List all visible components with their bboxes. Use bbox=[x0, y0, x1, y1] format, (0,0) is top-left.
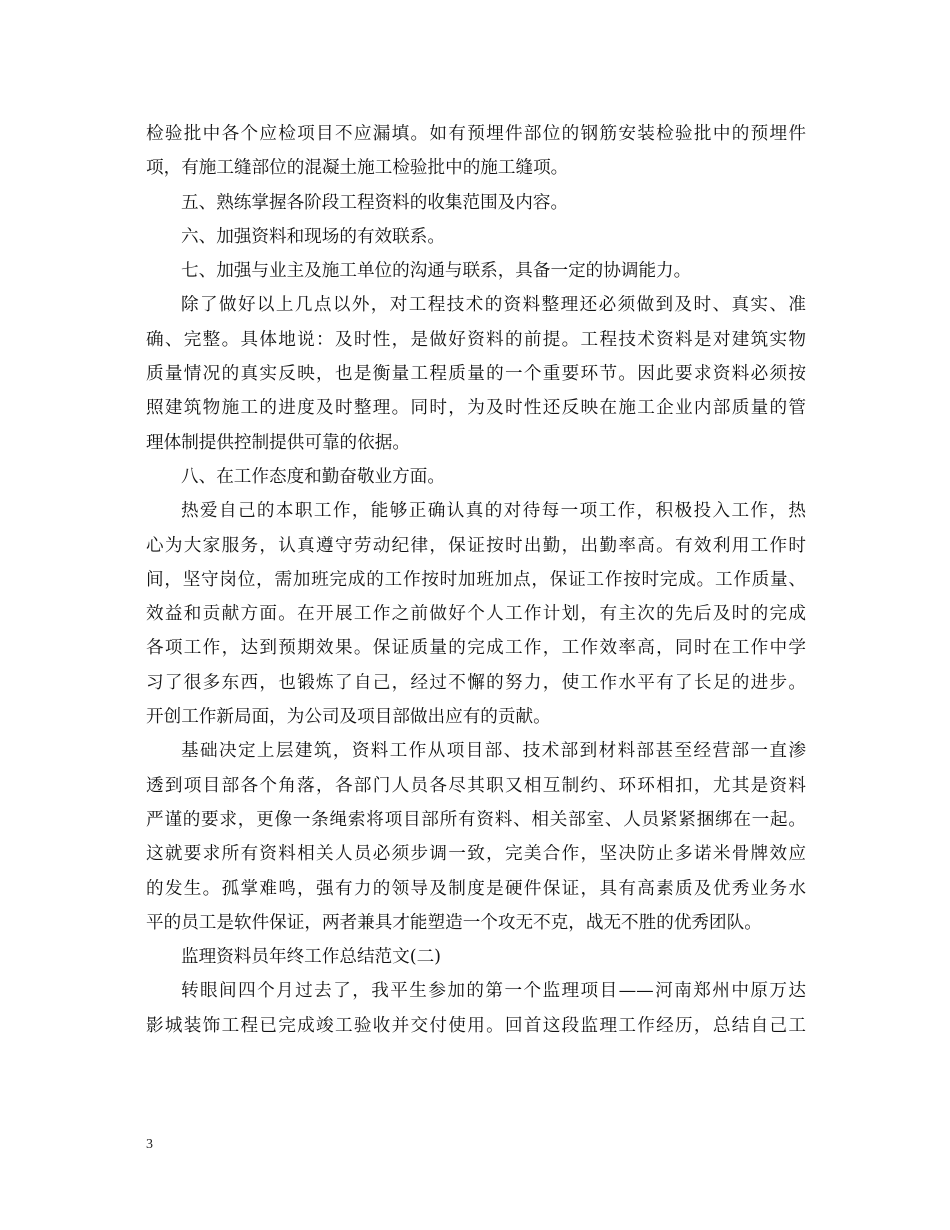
text-line: 开创工作新局面，为公司及项目部做出应有的贡献。 bbox=[146, 707, 551, 728]
text-line: 影城装饰工程已完成竣工验收并交付使用。回首这段监理工作经历，总结自己工 bbox=[146, 1015, 806, 1036]
text-line: 间，坚守岗位，需加班完成的工作按时加班加点，保证工作按时完成。工作质量、 bbox=[146, 569, 806, 590]
text-line: 监理资料员年终工作总结范文(二) bbox=[181, 947, 442, 968]
text-line: 质量情况的真实反映，也是衡量工程质量的一个重要环节。因此要求资料必须按 bbox=[146, 364, 806, 385]
text-line: 习了很多东西，也锻炼了自己，经过不懈的努力，使工作水平有了长足的进步。 bbox=[146, 672, 806, 693]
text-line: 项，有施工缝部位的混凝土施工检验批中的施工缝项。 bbox=[146, 158, 569, 179]
text-line: 六、加强资料和现场的有效联系。 bbox=[181, 226, 445, 247]
text-line: 透到项目部各个角落，各部门人员各尽其职又相互制约、环环相扣，尤其是资料 bbox=[146, 775, 806, 796]
text-line: 照建筑物施工的进度及时整理。同时，为及时性还反映在施工企业内部质量的管 bbox=[146, 398, 806, 419]
text-line: 除了做好以上几点以外，对工程技术的资料整理还必须做到及时、真实、准 bbox=[181, 295, 806, 316]
text-line: 平的员工是软件保证，两者兼具才能塑造一个攻无不克，战无不胜的优秀团队。 bbox=[146, 912, 762, 933]
text-line: 理体制提供控制提供可靠的依据。 bbox=[146, 432, 410, 453]
text-line: 效益和贡献方面。在开展工作之前做好个人工作计划，有主次的先后及时的完成 bbox=[146, 604, 806, 625]
body-text bbox=[146, 117, 806, 1043]
text-line: 检验批中各个应检项目不应漏填。如有预埋件部位的钢筋安装检验批中的预埋件 bbox=[146, 124, 806, 144]
text-line: 严谨的要求，更像一条绳索将项目部所有资料、相关部室、人员紧紧捆绑在一起。 bbox=[146, 809, 806, 830]
text-line: 各项工作，达到预期效果。保证质量的完成工作，工作效率高，同时在工作中学 bbox=[146, 638, 806, 659]
text-line: 转眼间四个月过去了，我平生参加的第一个监理项目——河南郑州中原万达 bbox=[181, 981, 806, 1002]
text-line: 确、完整。具体地说：及时性，是做好资料的前提。工程技术资料是对建筑实物 bbox=[146, 329, 806, 350]
text-line: 心为大家服务，认真遵守劳动纪律，保证按时出勤，出勤率高。有效利用工作时 bbox=[146, 535, 806, 556]
text-line: 八、在工作态度和勤奋敬业方面。 bbox=[181, 466, 445, 487]
text-line: 的发生。孤掌难鸣，强有力的领导及制度是硬件保证，具有高素质及优秀业务水 bbox=[146, 878, 806, 899]
page-number: 3 bbox=[146, 1137, 153, 1152]
text-line: 五、熟练掌握各阶段工程资料的收集范围及内容。 bbox=[181, 192, 569, 213]
text-line: 基础决定上层建筑，资料工作从项目部、技术部到材料部甚至经营部一直渗 bbox=[181, 741, 806, 762]
text-line: 这就要求所有资料相关人员必须步调一致，完美合作，坚决防止多诺米骨牌效应 bbox=[146, 844, 806, 865]
text-line: 热爱自己的本职工作，能够正确认真的对待每一项工作，积极投入工作，热 bbox=[181, 501, 806, 522]
text-line: 七、加强与业主及施工单位的沟通与联系，具备一定的协调能力。 bbox=[181, 261, 692, 282]
